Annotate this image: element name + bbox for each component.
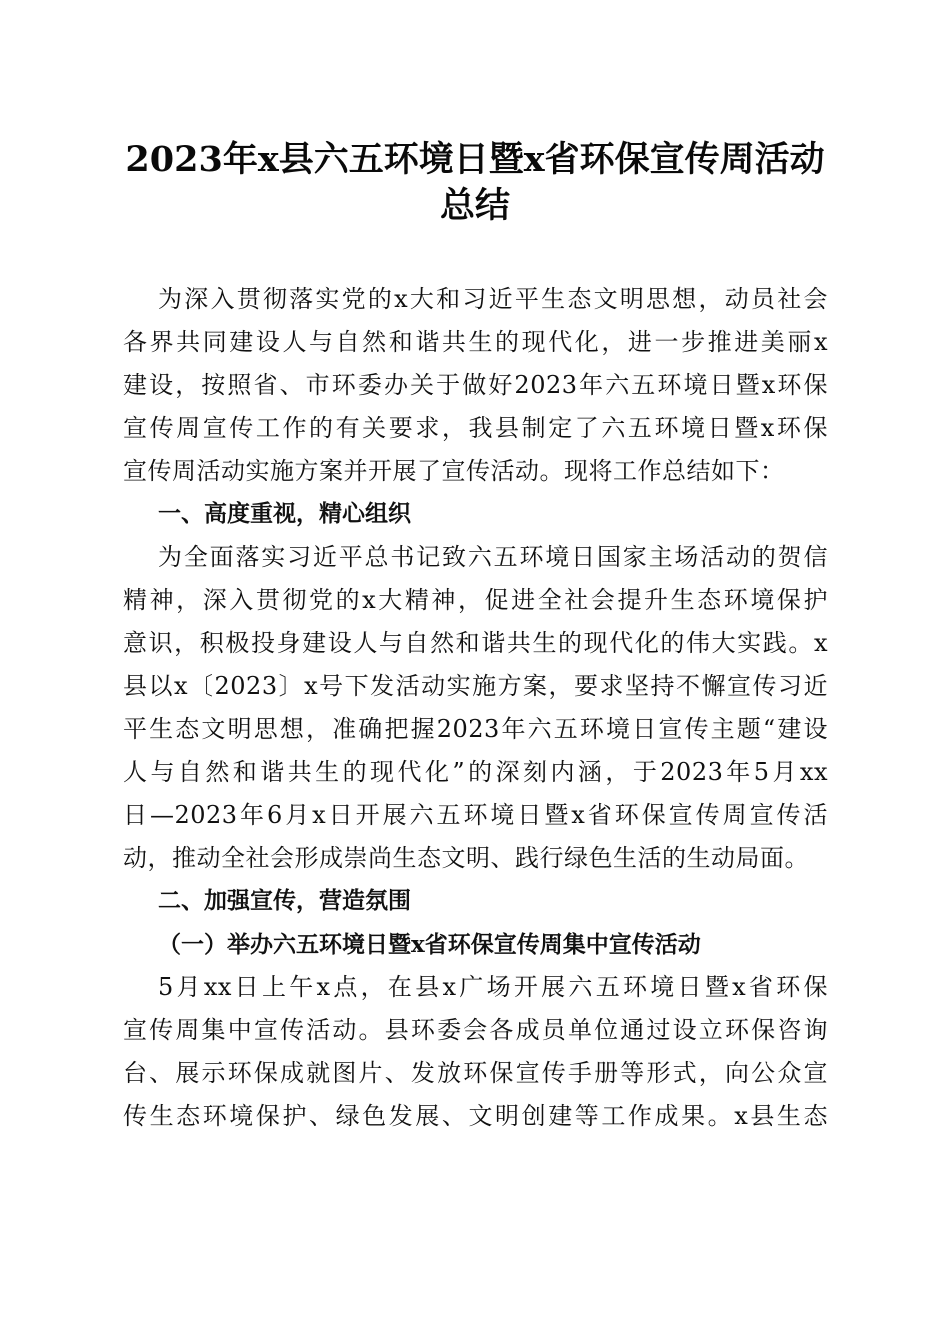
paragraph-line: 县以x〔2023〕x号下发活动实施方案，要求坚持不懈宣传习近 <box>123 672 828 700</box>
section-2-heading: 二、加强宣传，营造氛围 <box>158 888 411 914</box>
paragraph-line: 建设，按照省、市环委办关于做好2023年六五环境日暨x环保 <box>123 371 828 399</box>
paragraph-line: 精神，深入贯彻党的x大精神，促进全社会提升生态环境保护 <box>123 586 828 614</box>
document-body <box>123 278 828 1138</box>
section-1-heading: 一、高度重视，精心组织 <box>158 501 411 527</box>
document-title-line-2: 总结 <box>439 185 510 226</box>
paragraph-line: 意识，积极投身建设人与自然和谐共生的现代化的伟大实践。x <box>123 629 828 657</box>
paragraph-line: 宣传周活动实施方案并开展了宣传活动。现将工作总结如下： <box>123 457 785 485</box>
paragraph-line: 为全面落实习近平总书记致六五环境日国家主场活动的贺信 <box>158 543 828 571</box>
paragraph-line: 5月xx日上午x点，在县x广场开展六五环境日暨x省环保 <box>158 973 828 1001</box>
paragraph-line: 平生态文明思想，准确把握2023年六五环境日宣传主题“建设 <box>123 715 828 743</box>
intro-paragraph <box>123 278 828 493</box>
paragraph-line: 宣传周宣传工作的有关要求，我县制定了六五环境日暨x环保 <box>123 414 828 442</box>
section-1-paragraph <box>123 536 828 880</box>
paragraph-line: 日—2023年6月x日开展六五环境日暨x省环保宣传周宣传活 <box>123 801 828 829</box>
paragraph-line: 宣传周集中宣传活动。县环委会各成员单位通过设立环保咨询 <box>123 1016 828 1044</box>
paragraph-line: 台、展示环保成就图片、发放环保宣传手册等形式，向公众宣 <box>123 1059 828 1087</box>
section-2-paragraph <box>123 966 828 1138</box>
paragraph-line: 人与自然和谐共生的现代化”的深刻内涵，于2023年5月xx <box>123 758 828 786</box>
paragraph-line: 传生态环境保护、绿色发展、文明创建等工作成果。x县生态 <box>123 1102 828 1130</box>
paragraph-line: 为深入贯彻落实党的x大和习近平生态文明思想，动员社会 <box>158 285 828 313</box>
paragraph-line: 各界共同建设人与自然和谐共生的现代化，进一步推进美丽x <box>123 328 828 356</box>
document-title-line-1: 2023年x县六五环境日暨x省环保宣传周活动 <box>125 139 825 180</box>
paragraph-line: 动，推动全社会形成崇尚生态文明、践行绿色生活的生动局面。 <box>123 844 809 872</box>
section-2-subheading-1: （一）举办六五环境日暨x省环保宣传周集中宣传活动 <box>158 931 701 958</box>
